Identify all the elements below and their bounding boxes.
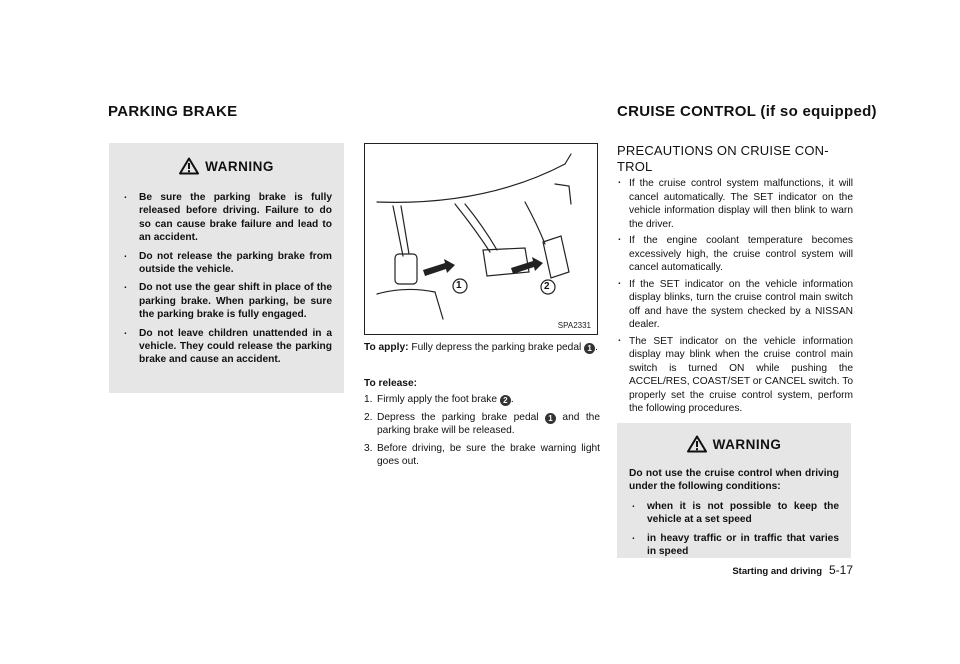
apply-text: Fully depress the parking brake pedal [411, 342, 582, 353]
precaution-item: . If the cruise control system malfunctions, it will cancel automatically. The SET indicator on the vehicle information display will then blink to warn the driver. [617, 177, 853, 231]
warning-item: . when it is not possible to keep the vehicle at a set speed [629, 500, 839, 527]
brake-pedal-arm [455, 204, 490, 252]
warning-triangle-icon [687, 435, 707, 453]
step-number: 2. [364, 411, 373, 423]
release-steps [364, 393, 600, 473]
warning-triangle-icon [179, 157, 199, 175]
callout-1-icon: 1 [545, 413, 556, 424]
parking-brake-warning-box [109, 143, 344, 393]
warning-item: . Do not use the gear shift in place of the parking brake. When parking, be sure the parking brake is fully engaged. [121, 281, 332, 321]
accelerator-pedal [543, 236, 569, 278]
apply-paragraph [364, 341, 600, 355]
step-text: Before driving, be sure the brake warning light goes out. [377, 442, 600, 468]
bracket [555, 184, 571, 204]
callout-1-icon: 1 [584, 343, 595, 354]
parking-pedal-arm-2 [401, 206, 409, 254]
floor-edge [435, 292, 443, 319]
pedal-illustration [365, 144, 597, 334]
parking-brake-pedal-figure [364, 143, 598, 335]
warning-title-text: WARNING [205, 158, 274, 174]
release-step [364, 411, 600, 438]
page-number: 5-17 [828, 563, 853, 577]
release-label: To release: [364, 378, 418, 389]
figure-callout-1-label: 1 [456, 280, 462, 291]
step-text: Depress the parking brake pedal [377, 411, 539, 423]
step-text-after: . [510, 394, 514, 405]
step-text-after: and the parking brake will be released. [377, 411, 600, 437]
precautions-subheading: PRECAUTIONS ON CRUISE CON-TROL [617, 143, 829, 174]
warning-item: . Do not release the parking brake from outside the vehicle. [121, 250, 332, 277]
arrows [423, 257, 543, 276]
precautions-list [617, 177, 853, 419]
step-number: 3. [364, 442, 373, 454]
brake-pedal-arm-2 [465, 204, 497, 250]
floor-line [377, 289, 435, 294]
release-step [364, 442, 600, 469]
step-text: Firmly apply the foot brake [377, 394, 498, 405]
warning-item: . Be sure the parking brake is fully released before driving. Failure to do so can cause brake failure and lead to an accident. [121, 191, 332, 245]
precaution-item: . If the engine coolant temperature becomes excessively high, the cruise control system will cancel automatically. [617, 234, 853, 275]
callout-2-icon: 2 [500, 395, 511, 406]
figure-callout-2-label: 2 [544, 281, 550, 292]
footer-section: Starting and driving [732, 566, 823, 577]
parking-brake-heading: PARKING BRAKE [108, 103, 238, 120]
cruise-control-warning-box [617, 423, 851, 558]
figure-code: SPA2331 [557, 321, 591, 330]
apply-label: To apply: [364, 342, 409, 353]
release-step [364, 393, 600, 407]
precaution-item: . The SET indicator on the vehicle information display may blink when the cruise control main switch is turned ON while pushing the ACCEL/RES, COAST/SET or CANCEL switch. To properly set the cruise control system, perform the following procedures. [617, 335, 853, 416]
step-number: 1. [364, 394, 373, 405]
warning-title [121, 155, 332, 177]
cruise-warning-list [629, 500, 839, 559]
dash-line [377, 164, 565, 202]
warning-item: . in heavy traffic or in traffic that varies in speed [629, 532, 839, 559]
warning-intro: Do not use the cruise control when driving under the following conditions: [629, 468, 839, 493]
cruise-control-heading: CRUISE CONTROL (if so equipped) [617, 103, 877, 120]
apply-suffix: . [595, 342, 598, 353]
parking-pedal-arm [393, 206, 403, 256]
page-footer [723, 563, 853, 577]
arrow-1 [423, 259, 455, 276]
warning-title [629, 433, 839, 455]
warning-item: . Do not leave children unattended in a vehicle. They could release the parking brake and cause an accident. [121, 327, 332, 367]
parking-brake-warning-list [121, 191, 332, 367]
dash-edge [565, 154, 571, 164]
precaution-item: . If the SET indicator on the vehicle information display blinks, turn the cruise control main switch off and have the system checked by a NISSAN dealer. [617, 278, 853, 332]
warning-title-text: WARNING [712, 436, 782, 452]
parking-brake-pedal [395, 254, 417, 284]
accel-arm [525, 202, 545, 244]
